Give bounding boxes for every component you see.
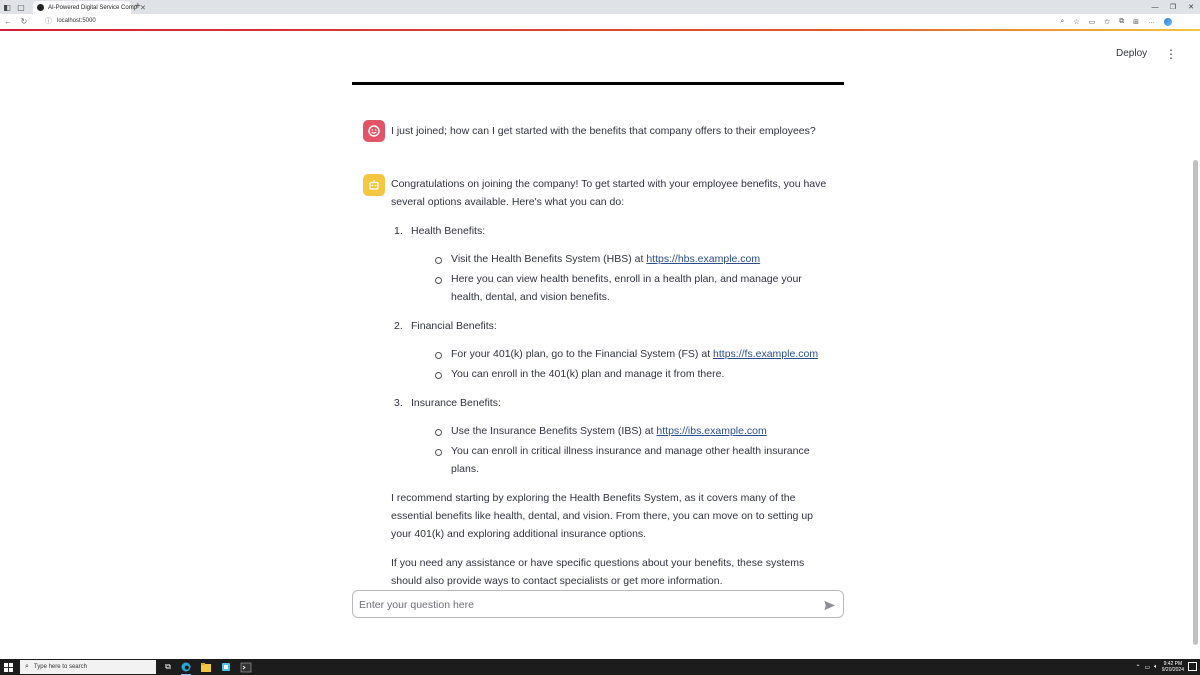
fs-link[interactable]: https://fs.example.com (713, 348, 819, 360)
list-number: 3. (394, 397, 403, 409)
assistant-intro: Congratulations on joining the company! To get started with your employee benefits, you have several options available. Here's what you can do: (391, 178, 827, 208)
clock[interactable] (1162, 661, 1184, 673)
sub-list (411, 345, 836, 383)
profile-icon[interactable]: ◧ (3, 2, 11, 12)
address-toolbar (0, 14, 1200, 29)
chat-input-container (352, 590, 844, 618)
main-menu-icon[interactable]: ⋮ (1165, 47, 1177, 61)
back-icon[interactable]: ← (4, 17, 12, 26)
edge-browser-icon[interactable] (180, 661, 192, 673)
app-icon[interactable] (220, 661, 232, 673)
tab-favicon-icon (37, 4, 44, 11)
sub-item-text: Visit the Health Benefits System (HBS) at (451, 253, 647, 265)
assistant-closing: If you need any assistance or have specific questions about your benefits, these systems should also provide ways to contact specialists or get more information. (391, 557, 805, 587)
user-message-text: I just joined; how can I get started with the benefits that company offers to their employees? (391, 125, 816, 137)
reload-icon[interactable]: ↻ (20, 17, 28, 26)
settings-more-icon[interactable]: … (1148, 18, 1155, 25)
sub-list-item (435, 250, 836, 268)
extensions-icon[interactable]: ⊞ (1133, 18, 1139, 26)
send-icon[interactable] (821, 597, 837, 613)
sub-item-text: For your 401(k) plan, go to the Financial System (FS) at (451, 348, 714, 360)
zoom-icon[interactable]: ⌕ (1060, 17, 1065, 25)
sub-list-item: You can enroll in critical illness insurance and manage other health insurance plans. (435, 442, 836, 478)
deploy-button[interactable]: Deploy (1116, 48, 1148, 59)
list-number: 1. (394, 225, 403, 237)
task-view-icon[interactable]: ⧉ (165, 662, 171, 671)
site-info-icon[interactable]: ⓘ (45, 18, 52, 25)
assistant-avatar-icon (363, 174, 385, 196)
address-bar[interactable] (45, 15, 1095, 27)
volume-icon[interactable]: 🔈︎ (1154, 663, 1158, 670)
sub-list (411, 250, 836, 306)
list-item (391, 394, 836, 478)
clock-date: 9/20/2024 (1161, 667, 1184, 673)
user-avatar-icon (363, 120, 385, 142)
tab-actions-icon[interactable]: ▢ (17, 2, 25, 12)
clock-time: 9:42 PM (1163, 661, 1183, 667)
collections-icon[interactable]: ⧉ (1119, 17, 1125, 25)
favorites-icon[interactable]: ✩ (1104, 18, 1111, 26)
browser-tab[interactable] (33, 1, 146, 14)
list-item (391, 317, 836, 383)
list-item (391, 222, 836, 306)
copilot-icon[interactable] (1164, 18, 1172, 26)
close-tab-icon[interactable]: ✕ (140, 4, 146, 12)
taskbar-search-placeholder: Type here to search (33, 664, 87, 670)
windows-start-icon[interactable] (0, 659, 16, 675)
windows-taskbar (0, 659, 1200, 675)
system-tray (1135, 659, 1184, 675)
hbs-link[interactable]: https://hbs.example.com (646, 253, 761, 265)
assistant-message-body (391, 175, 836, 601)
sub-list-item (435, 422, 836, 440)
page-scrollbar[interactable] (1193, 160, 1198, 645)
window-controls (1146, 0, 1200, 14)
split-screen-icon[interactable]: ▭ (1088, 18, 1096, 26)
section-title: Health Benefits: (411, 225, 486, 237)
restore-icon[interactable]: ❐ (1169, 4, 1177, 11)
header-divider (352, 82, 844, 85)
browser-tab-bar (0, 0, 1200, 14)
terminal-icon[interactable] (240, 661, 252, 673)
ibs-link[interactable]: https://ibs.example.com (656, 425, 767, 437)
list-number: 2. (394, 320, 403, 332)
minimize-icon[interactable]: — (1151, 3, 1159, 11)
notification-icon[interactable] (1188, 662, 1197, 671)
close-window-icon[interactable]: ✕ (1188, 4, 1194, 11)
new-tab-button[interactable]: + (135, 1, 141, 12)
browser-toolbar-icons (1060, 14, 1172, 29)
sub-list-item: You can enroll in the 401(k) plan and manage it from there. (435, 365, 836, 383)
sub-list (411, 422, 836, 478)
search-icon: ⌕ (25, 663, 29, 670)
favorite-star-icon[interactable]: ☆ (1073, 18, 1080, 26)
sub-list-item: Here you can view health benefits, enroll in a health plan, and manage your health, dental, and vision benefits. (435, 270, 836, 306)
chat-input[interactable] (359, 596, 809, 614)
file-explorer-icon[interactable] (200, 661, 212, 673)
tray-chevron-icon[interactable]: ⌃ (1135, 664, 1141, 671)
sub-item-text: Use the Insurance Benefits System (IBS) at (451, 425, 657, 437)
taskbar-search[interactable] (20, 660, 156, 674)
network-icon[interactable]: ▭ (1144, 664, 1151, 671)
url-text: localhost:5000 (57, 18, 96, 24)
section-title: Insurance Benefits: (411, 397, 501, 409)
section-title: Financial Benefits: (411, 320, 497, 332)
assistant-recommendation: I recommend starting by exploring the Health Benefits System, as it covers many of the essential benefits like health, dental, and vision. From there, you can move on to setting up your 401(k) and exploring additional insurance options. (391, 492, 813, 540)
sub-list-item (435, 345, 836, 363)
streamlit-decoration-bar (0, 29, 1200, 31)
tab-title: AI-Powered Digital Service Comp (48, 4, 138, 11)
